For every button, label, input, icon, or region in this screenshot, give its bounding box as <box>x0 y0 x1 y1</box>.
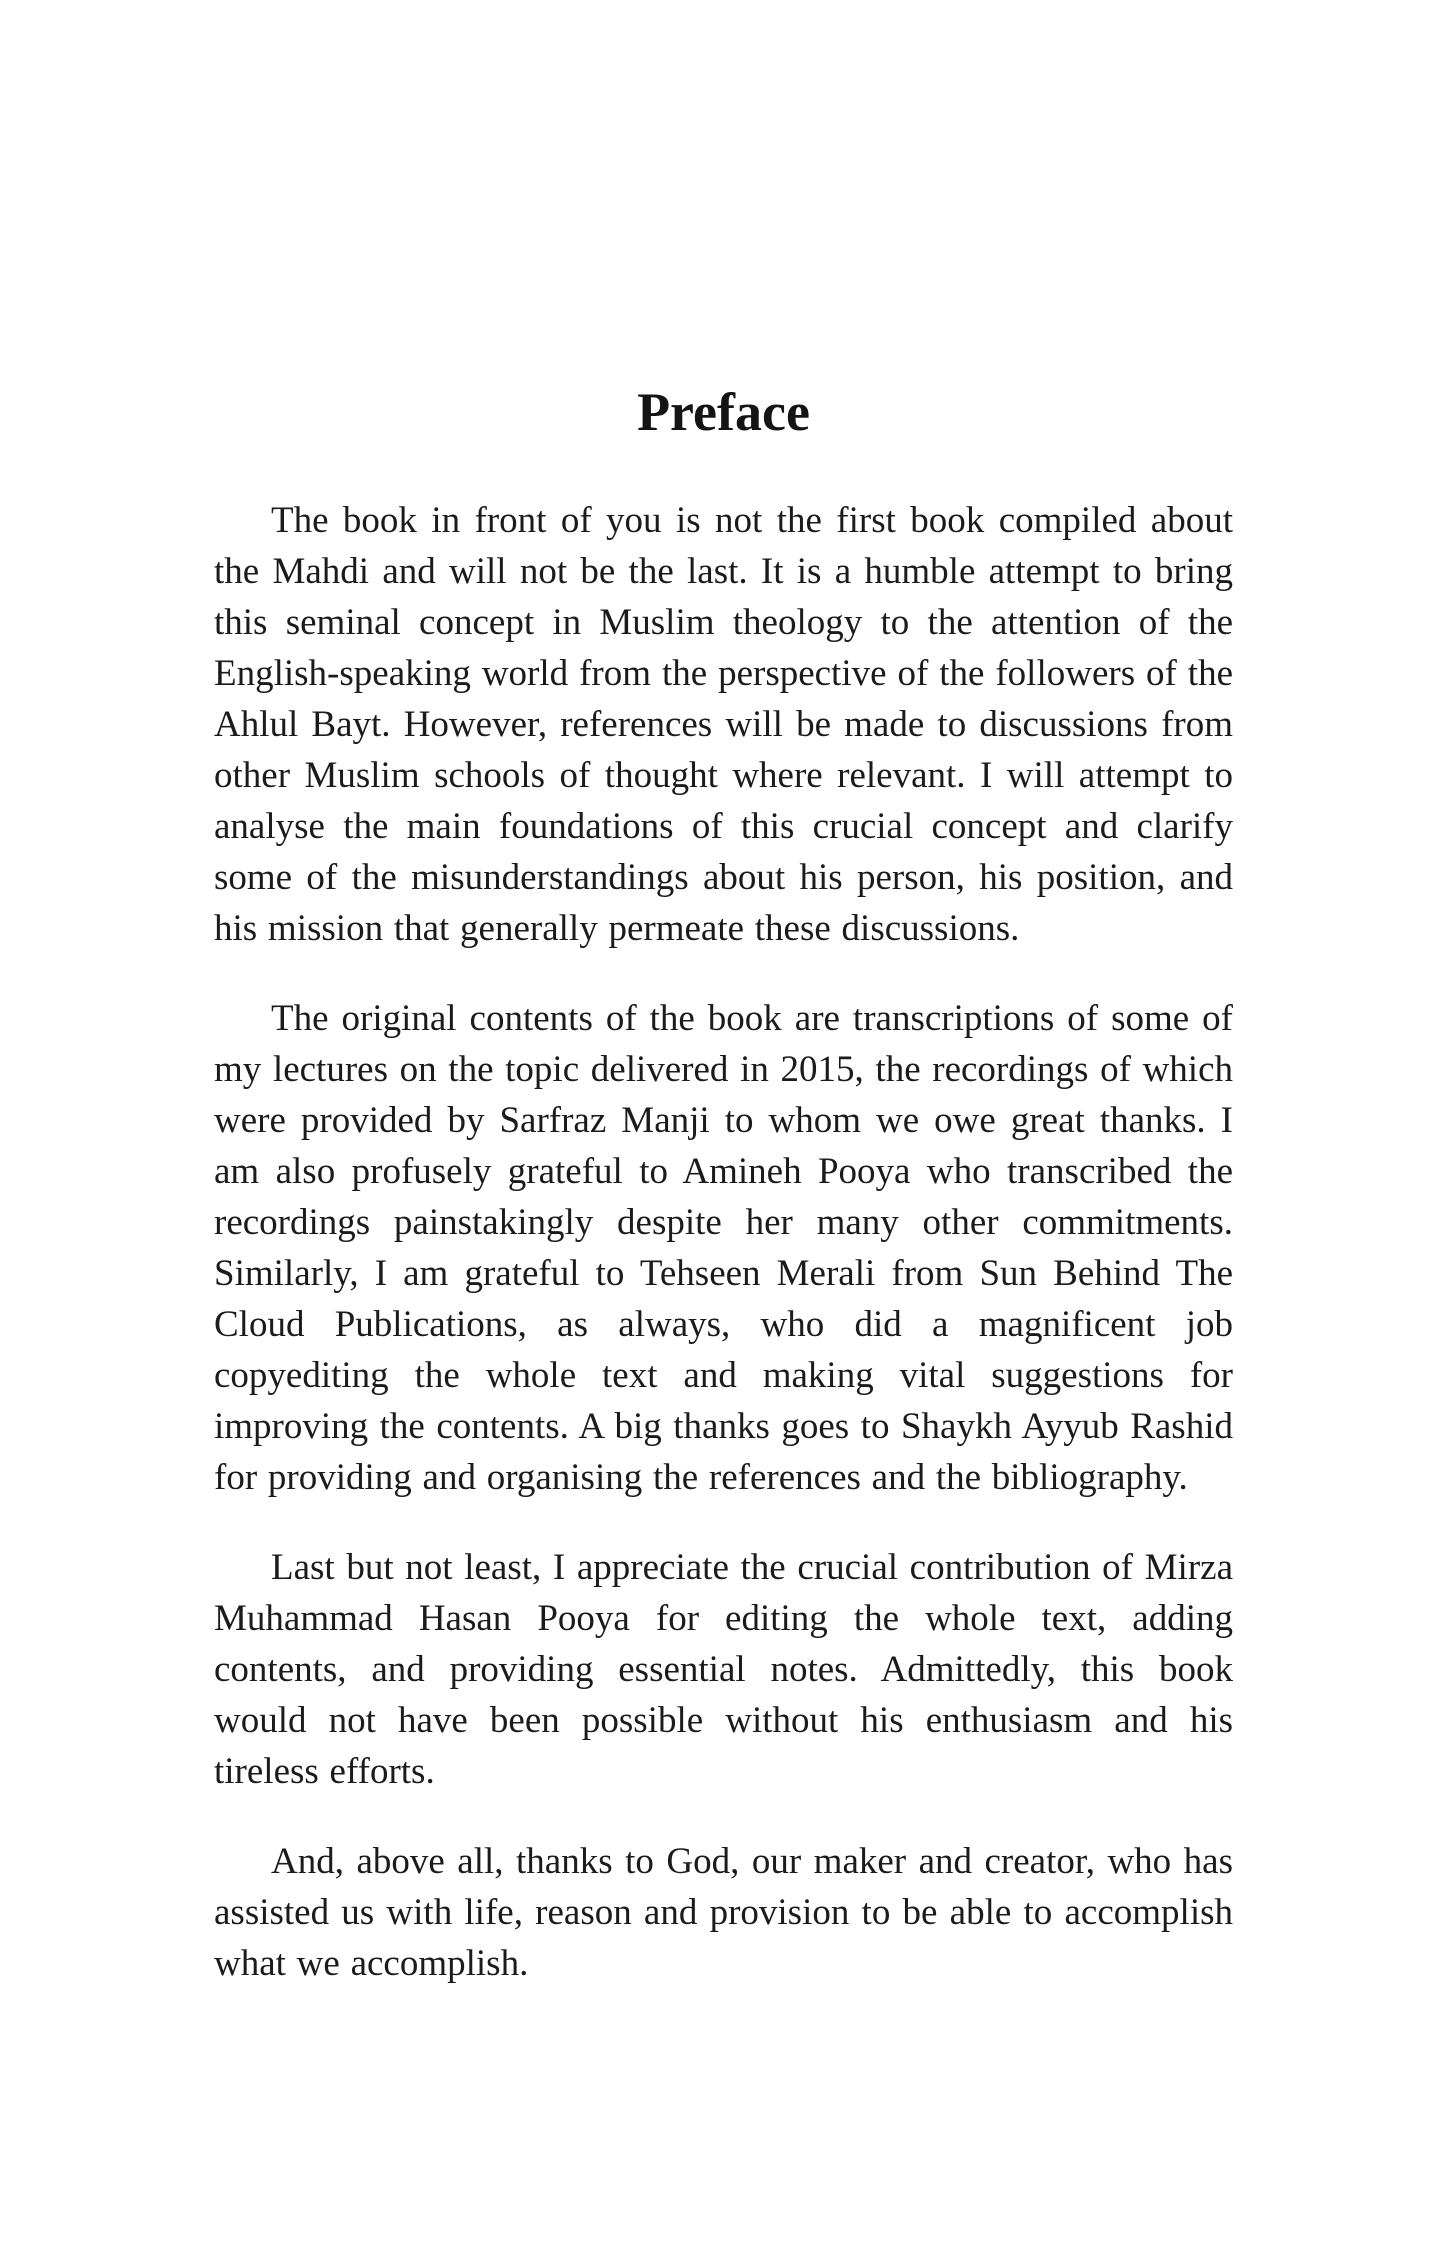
page-title: Preface <box>637 382 810 442</box>
paragraph-2: The original contents of the book are transcriptions of some of my lectures on the topic delivered in 2015, the recordings of which were provided by Sarfraz Manji to whom we owe great thanks. I am also profusely grateful to Amineh Pooya who transcribed the recordings painstakingly despite her many other commitments. Similarly, I am grateful to Tehseen Merali from Sun Behind The Cloud Publications, as always, who did a magnificent job copyediting the whole text and making vital suggestions for improving the contents. A big thanks goes to Shaykh Ayyub Rashid for providing and organising the references and the bibliography. <box>214 998 1233 1499</box>
paragraph-1: The book in front of you is not the first book compiled about the Mahdi and will not be the last. It is a humble attempt to bring this seminal concept in Muslim theology to the attention of the English-speaking world from the perspective of the followers of the Ahlul Bayt. However, references will be made to discussions from other Muslim schools of thought where relevant. I will attempt to analyse the main foundations of this crucial concept and clarify some of the misunderstandings about his person, his position, and his mission that generally permeate these discussions. <box>214 500 1233 950</box>
paragraph-3: Last but not least, I appreciate the crucial contribution of Mirza Muhammad Hasan Pooya for editing the whole text, adding contents, and providing essential notes. Admittedly, this book would not have been possible without his enthusiasm and his tireless efforts. <box>214 1547 1233 1793</box>
paragraph-4: And, above all, thanks to God, our maker and creator, who has assisted us with life, reason and provision to be able to accomplish what we accomplish. <box>214 1841 1233 1985</box>
preface-body <box>214 495 1233 1989</box>
